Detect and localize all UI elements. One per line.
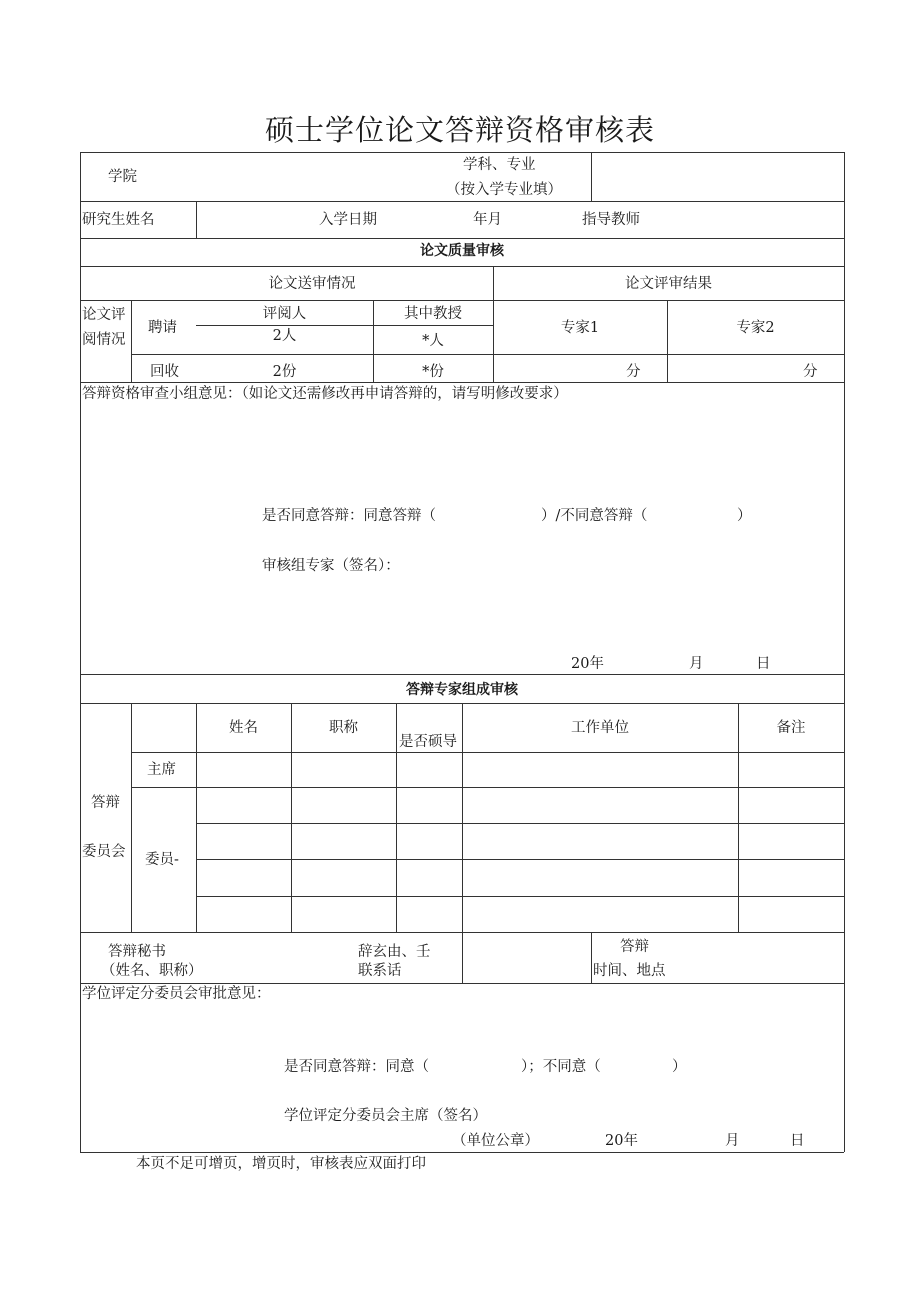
approval-disagree-text: ）；不同意（ (521, 1059, 601, 1075)
secretary-contact-1: 辞玄由、壬 (358, 944, 431, 960)
expert2-score-unit: 分 (803, 364, 818, 380)
approval-agree-text: 是否同意答辩：同意（ (284, 1059, 429, 1075)
page-title: 硕士学位论文答辩资格审核表 (264, 113, 655, 147)
approval-chair-label: 学位评定分委员会主席（签名） (284, 1108, 487, 1124)
approval-date-day: 日 (790, 1133, 805, 1149)
defense-time-label-2: 时间、地点 (593, 963, 666, 979)
return-label: 回收 (150, 364, 179, 380)
group-date-month: 月 (689, 656, 704, 672)
review-status-label-2: 阅情况 (82, 332, 126, 348)
header-work-unit: 工作单位 (571, 720, 629, 736)
approval-date-month: 月 (725, 1133, 740, 1149)
header-is-supervisor: 是否硕导 (399, 734, 457, 750)
student-name-label: 研究生姓名 (82, 212, 155, 228)
footer-note: 本页不足可增页，增页时，审核表应双面打印 (136, 1156, 426, 1172)
advisor-label: 指导教师 (582, 212, 640, 228)
major-label: 学科、专业 (463, 157, 536, 173)
group-date-day: 日 (756, 656, 771, 672)
defense-time-label-1: 答辩 (620, 939, 649, 955)
committee-side-label-1: 答辩 (91, 795, 120, 811)
chair-label: 主席 (147, 762, 176, 778)
group-sign-label: 审核组专家（签名）： (262, 558, 400, 574)
reviewer-count: 2人 (272, 328, 297, 344)
review-status-header: 论文送审情况 (268, 276, 356, 292)
college-label: 学院 (108, 169, 137, 185)
enroll-date-label: 入学日期 (319, 212, 377, 228)
approval-date-year: 20年 (605, 1133, 638, 1149)
professor-label: 其中教授 (404, 306, 462, 322)
group-close-paren: ） (737, 508, 752, 524)
secretary-contact-2: 联系话 (358, 963, 402, 979)
review-result-header: 论文评审结果 (625, 276, 712, 292)
secretary-label-1: 答辩秘书 (108, 944, 166, 960)
quality-section-title: 论文质量审核 (420, 243, 504, 259)
committee-section-title: 答辩专家组成审核 (406, 682, 518, 698)
header-name: 姓名 (229, 720, 258, 736)
header-title: 职称 (329, 720, 358, 736)
year-month-label: 年月 (473, 212, 502, 228)
hire-label: 聘请 (148, 320, 177, 336)
professor-count: *人 (422, 333, 444, 349)
approval-close-paren: ） (672, 1059, 687, 1075)
seal-label: （单位公章） (452, 1133, 539, 1149)
major-note: （按入学专业填） (446, 182, 562, 198)
return-professor-count: *份 (422, 364, 444, 380)
secretary-label-2: （姓名、职称） (101, 963, 203, 979)
expert2-label: 专家2 (736, 320, 775, 336)
member-label: 委员- (145, 852, 179, 868)
group-agree-text: 是否同意答辩：同意答辩（ (262, 508, 436, 524)
group-date-year: 20年 (571, 656, 604, 672)
group-opinion-label: 答辩资格审查小组意见：（如论文还需修改再申请答辩的，请写明修改要求） (82, 386, 568, 402)
reviewer-label: 评阅人 (262, 306, 307, 322)
expert1-label: 专家1 (560, 320, 600, 336)
approval-label: 学位评定分委员会审批意见： (82, 986, 271, 1002)
review-status-label-1: 论文评 (82, 307, 126, 323)
committee-side-label-2: 委员会 (82, 844, 126, 860)
expert1-score-unit: 分 (626, 364, 641, 380)
header-remarks: 备注 (776, 720, 806, 736)
return-count: 2份 (272, 364, 297, 380)
group-disagree-text: ）/不同意答辩（ (541, 508, 648, 524)
